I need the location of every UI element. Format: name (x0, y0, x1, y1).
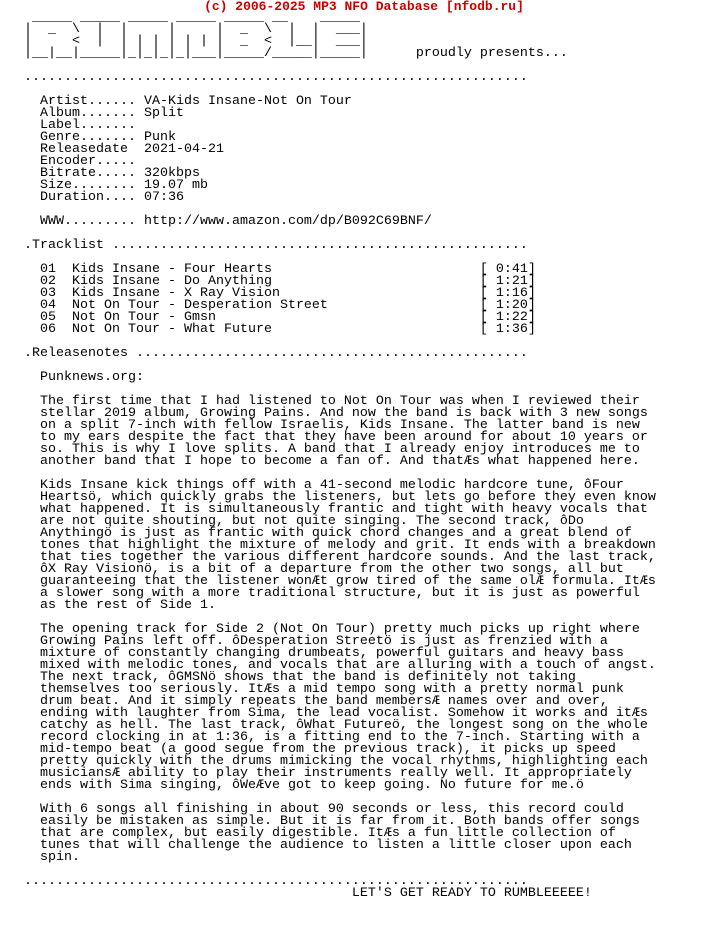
nfo-line: a slower song with a more traditional structure, but it is just as powerful (24, 586, 640, 601)
nfo-line: guaranteeing that the listener wonÆt grow tired of the same olÆ formula. ItÆs (24, 574, 656, 589)
nfo-line: 04 Not On Tour - Desperation Street [ 1:20] (24, 298, 536, 313)
nfo-line: mixture of constantly changing drumbeats, powerful guitars and heavy bass (24, 646, 624, 661)
nfo-line: stellar 2019 album, Growing Pains. And now the band is back with 3 new songs (24, 406, 648, 421)
nfo-line: Size........ 19.07 mb (24, 178, 208, 193)
nfo-line: record clocking in at 1:36, is a fitting end to the 7-inch. Starting with a (24, 730, 640, 745)
nfo-line: mid-tempo beat (a good segue from the previous track), it picks up speed (24, 742, 616, 757)
nfo-line: Releasedate 2021-04-21 (24, 142, 224, 157)
nfo-line: as the rest of Side 1. (24, 598, 216, 613)
nfo-line: ôX Ray Visionö, is a bit of a departure from the other two songs, all but (24, 562, 624, 577)
nfo-line: ............................................................... (24, 70, 528, 85)
nfo-line: that are complex, but easily digestible. ItÆs a fun little collection of (24, 826, 616, 841)
nfo-line: ending with laughter from Sima, the lead vocalist. Somehow it works and itÆs (24, 706, 648, 721)
nfo-line: pretty quickly with the drums mimicking the vocal rhythms, highlighting each (24, 754, 648, 769)
nfo-line: are not quite shouting, but not quite singing. The second track, ôDo (24, 514, 584, 529)
nfo-line: another band that I hope to become a fan of. And thatÆs what happened here. (24, 454, 640, 469)
nfo-line: 02 Kids Insane - Do Anything [ 1:21] (24, 274, 536, 289)
nfo-line: so. This is why I love splits. A band that I already enjoy introduces me to (24, 442, 640, 457)
nfo-line: on a split 7-inch with fellow Israelis, Kids Insane. The latter band is new (24, 418, 640, 433)
copyright-header: (c) 2006-2025 MP3 NFO Database [nfodb.ru] (204, 0, 524, 14)
nfo-line: Duration.... 07:36 (24, 190, 184, 205)
nfo-line: what happened. It is simultaneously frantic and tight with heavy vocals that (24, 502, 648, 517)
nfo-line: Kids Insane kick things off with a 41-second melodic hardcore tune, ôFour (24, 478, 624, 493)
nfo-line: 06 Not On Tour - What Future [ 1:36] (24, 322, 536, 337)
nfo-line: easily be mistaken as simple. But it is far from it. Both bands offer songs (24, 814, 640, 829)
nfo-text (24, 12, 656, 900)
nfo-line: that ties together the various different hardcore sounds. And the last track, (24, 550, 656, 565)
nfo-line: drum beat. And it simply repeats the band membersÆ names over and over, (24, 694, 608, 709)
nfo-line: 05 Not On Tour - Gmsn [ 1:22] (24, 310, 536, 325)
nfo-line: The opening track for Side 2 (Not On Tour) pretty much picks up right where (24, 622, 640, 637)
nfo-line: | < | | | | | | | | _ < |__| ___| (24, 34, 368, 49)
nfo-line: The first time that I had listened to Not On Tour was when I reviewed their (24, 394, 640, 409)
nfo-line: Growing Pains left off. ôDesperation Streetö is just as frenzied with a (24, 634, 608, 649)
nfo-line: | _ \ | | | | _ \ | | ___| (24, 22, 368, 37)
nfo-line: |__|__|_____|_|_|_|_|___|_____/_____|_____| proudly presents... (24, 46, 568, 61)
nfo-line: catchy as hell. The last track, ôWhat Futureö, the longest song on the whole (24, 718, 648, 733)
nfo-line: mixed with melodic tones, and vocals that are alluring with a touch of angst. (24, 658, 656, 673)
nfo-line: Punknews.org: (24, 370, 144, 385)
nfo-line: LET'S GET READY TO RUMBLEEEEE! (24, 886, 592, 901)
nfo-line: 01 Kids Insane - Four Hearts [ 0:41] (24, 262, 536, 277)
nfo-line: Genre....... Punk (24, 130, 176, 145)
nfo-line: tones that highlight the mixture of melody and grit. It ends with a breakdown (24, 538, 656, 553)
nfo-line: Heartsö, which quickly grabs the listeners, but lets go before they even know (24, 490, 656, 505)
nfo-line: Album....... Split (24, 106, 184, 121)
nfo-line: tunes that will challenge the audience to listen a little closer upon each (24, 838, 632, 853)
nfo-line: Encoder..... (24, 154, 136, 169)
nfo-line: ............................................................... (24, 874, 528, 889)
nfo-line: spin. (24, 850, 80, 865)
nfo-line: The next track, ôGMSNö shows that the band is definitely not taking (24, 670, 576, 685)
nfo-line: _____ _____ _____ _____ _____ __ _____ (24, 10, 360, 25)
nfo-line: .Tracklist .................................................... (24, 238, 528, 253)
nfo-line: Anythingö is just as frantic with quick chord changes and a great blend of (24, 526, 632, 541)
nfo-line: Artist...... VA-Kids Insane-Not On Tour (24, 94, 352, 109)
nfo-line: Bitrate..... 320kbps (24, 166, 200, 181)
nfo-line: With 6 songs all finishing in about 90 seconds or less, this record could (24, 802, 624, 817)
nfo-line: WWW......... http://www.amazon.com/dp/B092C69BNF/ (24, 214, 432, 229)
nfo-line: ends with Sima singing, ôWeÆve got to keep going. No future for me.ö (24, 778, 584, 793)
nfo-line: to my ears despite the fact that they have been around for about 10 years or (24, 430, 648, 445)
nfo-line: .Releasenotes ................................................. (24, 346, 528, 361)
nfo-line: Label....... (24, 118, 136, 133)
nfo-line: themselves too seriously. ItÆs a mid tempo song with a pretty normal punk (24, 682, 624, 697)
nfo-line: 03 Kids Insane - X Ray Vision [ 1:16] (24, 286, 536, 301)
nfo-line: musiciansÆ ability to play their instruments really well. It appropriately (24, 766, 632, 781)
